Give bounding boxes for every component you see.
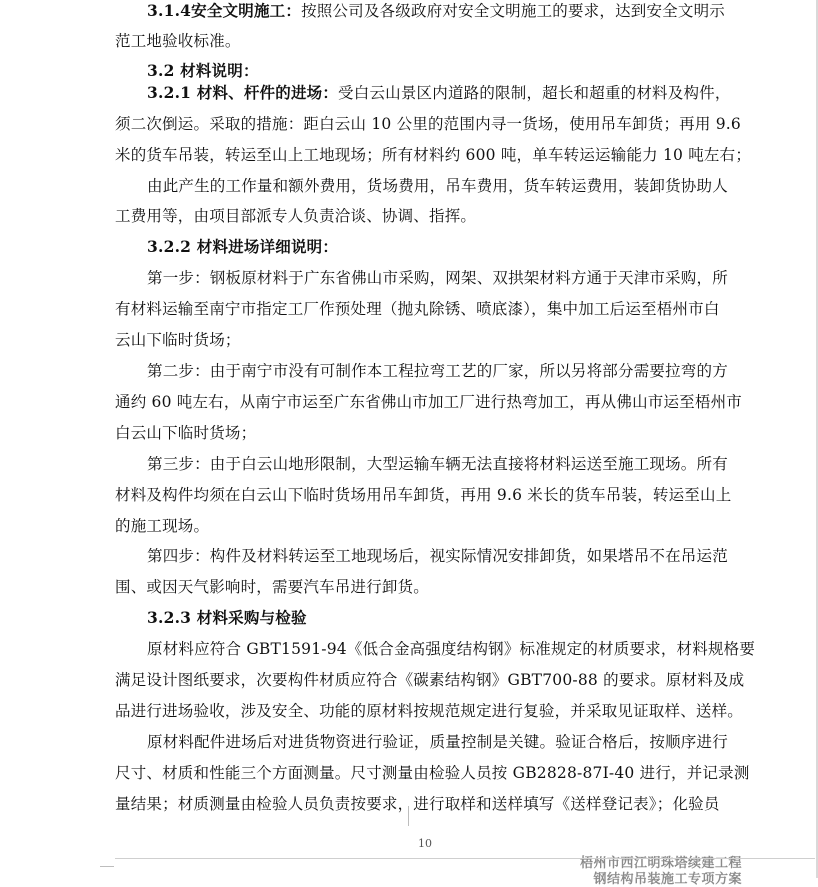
footer-divider — [115, 858, 815, 859]
text-line: 品进行进场验收，涉及安全、功能的原材料按规范规定进行复验，并采取见证取样、送样。 — [115, 702, 744, 720]
text-line: 第三步：由于白云山地形限制，大型运输车辆无法直接将材料运送至施工现场。所有 — [147, 455, 728, 473]
paragraph-3-1-4-line-1 — [147, 1, 725, 21]
text-line: 围、或因天气影响时，需要汽车吊进行卸货。 — [115, 578, 430, 596]
text-line: 材料及构件均须在白云山下临时货场用吊车卸货，再用 9.6 米长的货车吊装，转运至山上 — [115, 486, 732, 504]
heading-3-2-2: 3.2.2 材料进场详细说明： — [147, 237, 339, 256]
text-line: 白云山下临时货场； — [115, 424, 257, 442]
text-3-2-1: 受白云山景区内道路的限制，超长和超重的材料及构件， — [338, 84, 731, 102]
text-line: 须二次倒运。采取的措施：距白云山 10 公里的范围内寻一货场，使用吊车卸货；再用 9.6 — [115, 115, 741, 133]
text-line: 尺寸、材质和性能三个方面测量。尺寸测量由检验人员按 GB2828-87Ⅰ-40 进行，并记录测 — [115, 764, 750, 782]
footer-project-subtitle: 钢结构吊装施工专项方案 — [593, 872, 742, 887]
text-line: 原材料配件进场后对进货物资进行验证，质量控制是关键。验证合格后，按顺序进行 — [147, 733, 728, 751]
text-line: 米的货车吊装，转运至山上工地现场；所有材料约 600 吨，单车转运运输能力 10 吨左右； — [115, 146, 752, 164]
page-number: 10 — [418, 837, 432, 850]
text-line: 通约 60 吨左右，从南宁市运至广东省佛山市加工厂进行热弯加工，再从佛山市运至梧州市 — [115, 393, 742, 411]
heading-3-1-4: 3.1.4安全文明施工： — [147, 1, 302, 20]
text-line: 由此产生的工作量和额外费用，货场费用，吊车费用，货车转运费用，装卸货协助人 — [147, 177, 728, 195]
text-line: 云山下临时货场； — [115, 331, 241, 349]
heading-3-2-1: 3.2.1 材料、杆件的进场： — [147, 83, 339, 102]
footer-project-title: 梧州市西江明珠塔续建工程 — [579, 856, 742, 871]
text-line: 的施工现场。 — [115, 517, 210, 535]
paragraph-3-1-4-line-2: 范工地验收标准。 — [115, 32, 241, 50]
text-line: 有材料运输至南宁市指定工厂作预处理（抛丸除锈、喷底漆），集中加工后运至梧州市白 — [115, 300, 720, 318]
crop-mark — [100, 866, 114, 867]
text-line: 满足设计图纸要求，次要构件材质应符合《碳素结构钢》GBT700-88 的要求。原材料及成 — [115, 671, 745, 689]
text-line: 工费用等，由项目部派专人负责洽谈、协调、指挥。 — [115, 207, 477, 225]
text-line: 第二步：由于南宁市没有可制作本工程拉弯工艺的厂家，所以另将部分需要拉弯的方 — [147, 362, 728, 380]
crop-mark — [408, 806, 409, 826]
text-line: 量结果；材质测量由检验人员负责按要求，进行取样和送样填写《送样登记表》；化验员 — [115, 795, 720, 813]
text-3-1-4: 按照公司及各级政府对安全文明施工的要求，达到安全文明示 — [301, 2, 725, 20]
text-line: 原材料应符合 GBT1591-94《低合金高强度结构钢》标准规定的材质要求，材料规格要 — [147, 640, 756, 658]
paragraph-3-2-1-line-1 — [147, 83, 731, 103]
heading-3-2: 3.2 材料说明： — [147, 61, 259, 80]
text-line: 第四步：构件及材料转运至工地现场后，视实际情况安排卸货，如果塔吊不在吊运范 — [147, 547, 728, 565]
heading-3-2-3: 3.2.3 材料采购与检验 — [147, 608, 307, 627]
text-line: 第一步：钢板原材料于广东省佛山市采购，网架、双拱架材料方通于天津市采购，所 — [147, 269, 728, 287]
